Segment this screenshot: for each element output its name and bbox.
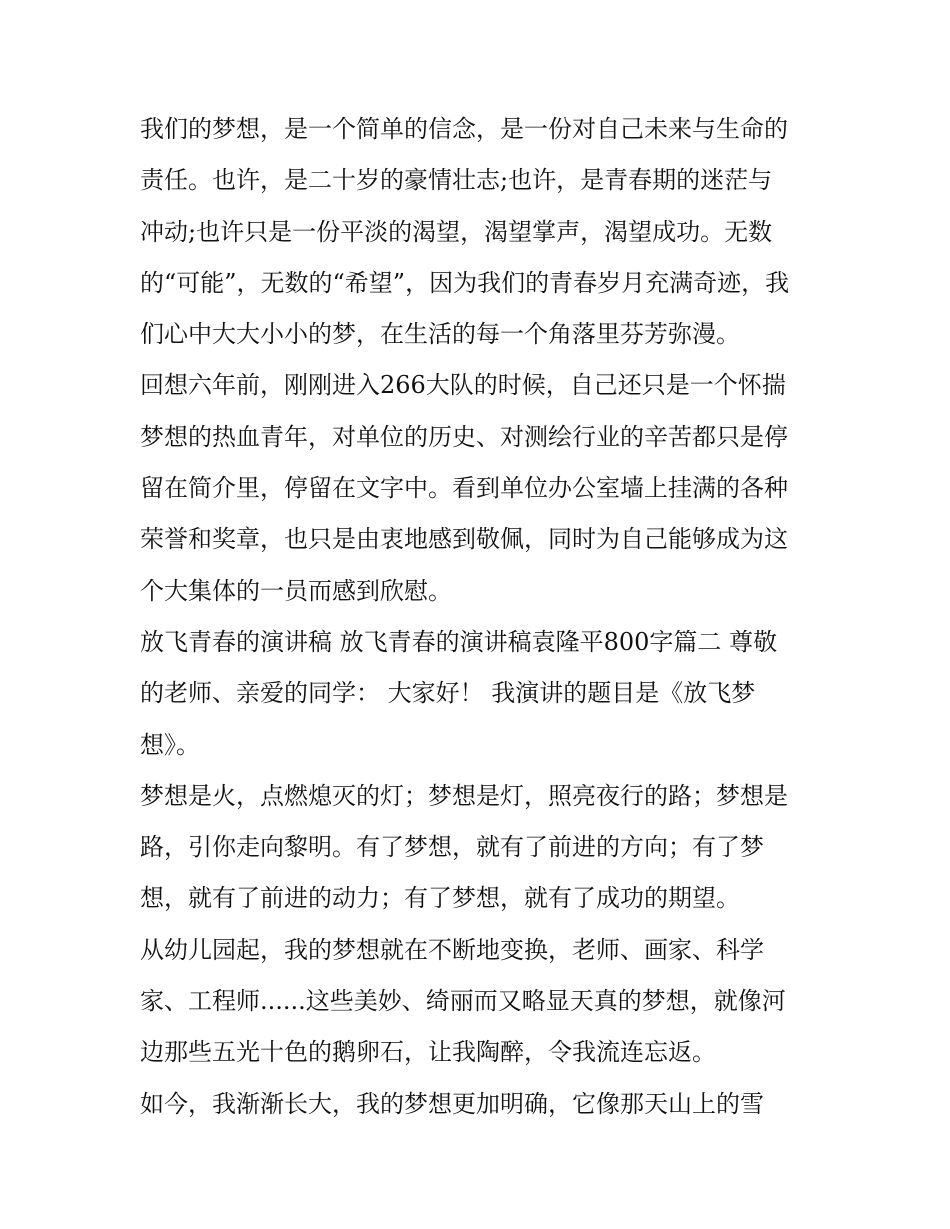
text-line: 个大集体的一员而感到欣慰。 bbox=[140, 576, 452, 605]
text-line: 梦想的热血青年，对单位的历史、对测绘行业的辛苦都只是停 bbox=[140, 422, 788, 451]
text-line: 路，引你走向黎明。有了梦想，就有了前进的方向；有了梦 bbox=[140, 833, 764, 862]
text-line: 从幼儿园起，我的梦想就在不断地变换，老师、画家、科学 bbox=[140, 935, 764, 964]
text-line: 想，就有了前进的动力；有了梦想，就有了成功的期望。 bbox=[140, 884, 740, 913]
text-line: 留在简介里，停留在文字中。看到单位办公室墙上挂满的各种 bbox=[140, 474, 788, 503]
text-line: 放飞青春的演讲稿 放飞青春的演讲稿袁隆平800字篇二 尊敬 bbox=[140, 627, 778, 656]
text-line: 边那些五光十色的鹅卵石，让我陶醉，令我流连忘返。 bbox=[140, 1038, 716, 1067]
text-line: 我们的梦想，是一个简单的信念，是一份对自己未来与生命的 bbox=[140, 115, 788, 143]
text-line: 回想六年前，刚刚进入266大队的时候，自己还只是一个怀揣 bbox=[140, 371, 786, 400]
text-line: 如今，我渐渐长大，我的梦想更加明确，它像那天山上的雪 bbox=[140, 1089, 764, 1118]
text-line: 梦想是火，点燃熄灭的灯；梦想是灯，照亮夜行的路；梦想是 bbox=[140, 781, 788, 810]
text-line: 们心中大大小小的梦，在生活的每一个角落里芬芳弥漫。 bbox=[140, 320, 740, 349]
document-body bbox=[140, 104, 820, 1130]
text-line: 的“可能”，无数的“希望”，因为我们的青春岁月充满奇迹，我 bbox=[140, 268, 790, 297]
text-line: 家、工程师......这些美妙、绮丽而又略显天真的梦想，就像河 bbox=[140, 987, 786, 1016]
text-line: 的老师、亲爱的同学： 大家好！ 我演讲的题目是《放飞梦 bbox=[140, 679, 756, 708]
text-line: 荣誉和奖章，也只是由衷地感到敬佩，同时为自己能够成为这 bbox=[140, 525, 788, 554]
text-line: 想》。 bbox=[140, 730, 200, 759]
text-line: 责任。也许，是二十岁的豪情壮志;也许，是青春期的迷茫与 bbox=[140, 166, 773, 195]
text-line: 冲动;也许只是一份平淡的渴望，渴望掌声，渴望成功。无数 bbox=[140, 217, 773, 246]
